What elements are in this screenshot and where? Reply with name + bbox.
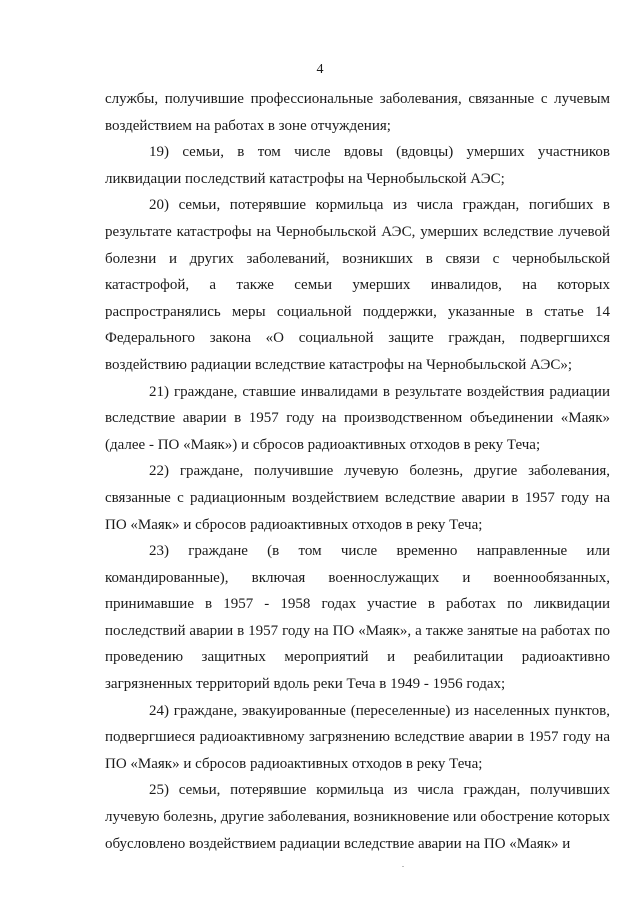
paragraph-item-24: 24) граждане, эвакуированные (переселенные) из населенных пунктов, подвергшиеся радиоактивному загрязнению вследствие аварии в 1957 году на ПО «Маяк» и сбросов радиоактивных отходов в реку Теча; (105, 702, 610, 772)
paragraph-item-19: 19) семьи, в том числе вдовы (вдовцы) умерших участников ликвидации последствий катастрофы на Чернобыльской АЭС; (105, 144, 610, 187)
paragraph-item-22: 22) граждане, получившие лучевую болезнь, другие заболевания, связанные с радиационным воздействием вследствие аварии в 1957 году на ПО «Маяк» и сбросов радиоактивных отходов в реку Теча; (105, 463, 610, 533)
document-body (105, 86, 610, 857)
page-number: 4 (316, 62, 324, 77)
scan-speck (402, 866, 404, 867)
paragraph-item-20: 20) семьи, потерявшие кормильца из числа граждан, погибших в результате катастрофы на Чернобыльской АЭС, умерших вследствие лучевой болезни и других заболеваний, возникших в связи с чернобыльской катастрофой, а также семьи умерших инвалидов, на которых распространялись меры социальной поддержки, указанные в статье 14 Федерального закона «О социальной защите граждан, подвергшихся воздействию радиации вследствие катастрофы на Чернобыльской АЭС»; (105, 197, 610, 373)
paragraph-item-25: 25) семьи, потерявшие кормильца из числа граждан, получивших лучевую болезнь, другие заболевания, возникновение или обострение которых обусловлено воздействием радиации вследствие аварии на ПО «Маяк» и (105, 782, 610, 852)
paragraph-item-23: 23) граждане (в том числе временно направленные или командированные), включая военнослужащих и военнообязанных, принимавшие в 1957 - 1958 годах участие в работах по ликвидации последствий аварии в 1957 году на ПО «Маяк», а также занятые на работах по проведению защитных мероприятий и реабилитации радиоактивно загрязненных территорий вдоль реки Теча в 1949 - 1956 годах; (105, 543, 610, 693)
paragraph-item-21: 21) граждане, ставшие инвалидами в результате воздействия радиации вследствие аварии в 1957 году на производственном объединении «Маяк» (далее - ПО «Маяк») и сбросов радиоактивных отходов в реку Теча; (105, 383, 610, 453)
paragraph-continuation: службы, получившие профессиональные заболевания, связанные с лучевым воздействием на работах в зоне отчуждения; (105, 91, 610, 134)
